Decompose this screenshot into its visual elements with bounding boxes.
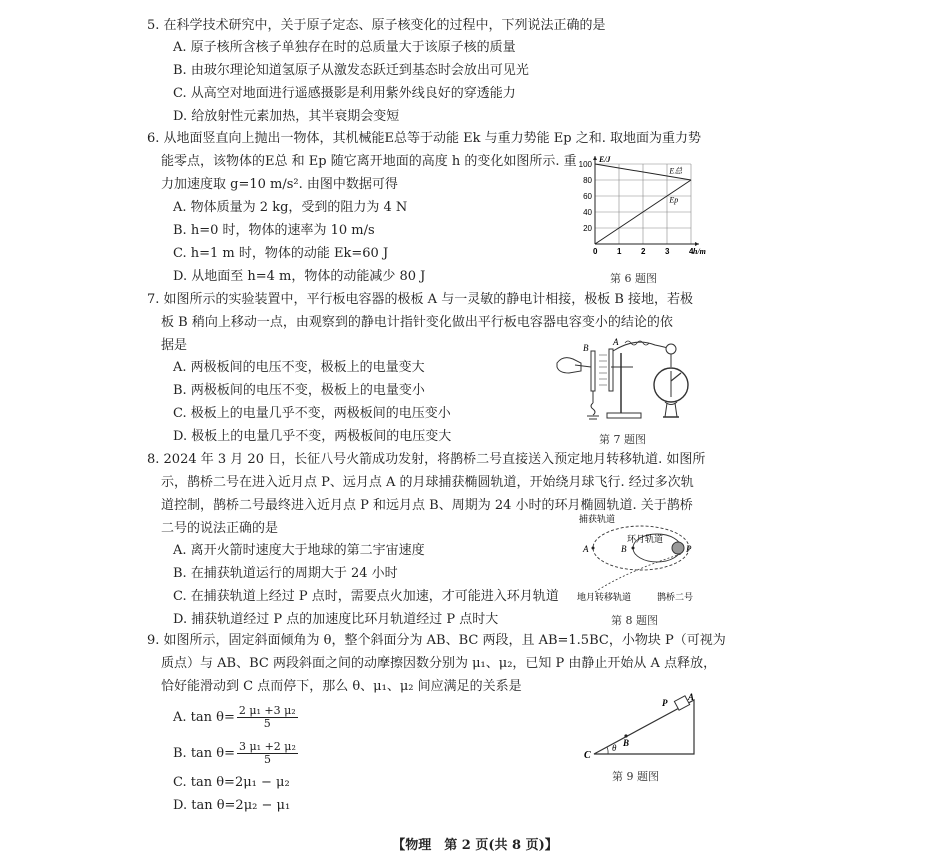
- q9-label-p: P: [662, 698, 668, 708]
- q9-option-b: [173, 741, 298, 766]
- q7-stem-line2: 板 B 稍向上移动一点，由观察到的静电计指针变化做出平行板电容器电容变小的结论的依: [161, 315, 673, 330]
- q8-label-lunar-orbit: 环月轨道: [627, 534, 664, 544]
- y-tick-label: 60: [583, 192, 592, 201]
- q8-stem-line1: 8. 2024 年 3 月 20 日，长征八号火箭成功发射，将鹊桥二号直接送入预定地月转移轨道. 如图所: [147, 452, 706, 467]
- x-tick-label: 1: [617, 247, 622, 256]
- q9-stem-line2: 质点）与 AB、BC 两段斜面之间的动摩擦因数分别为 μ₁、μ₂，已知 P 由静止开始从 A 点释放，: [161, 656, 717, 671]
- q6-stem-line2: 能零点，该物体的E总 和 Ep 随它离开地面的高度 h 的变化如图所示. 重: [161, 154, 577, 169]
- q9-option-a-fraction: [237, 705, 298, 730]
- q8-label-a: A: [583, 544, 589, 554]
- q6-stem-line1: 6. 从地面竖直向上抛出一物体，其机械能E总等于动能 Ek 与重力势能 Ep 之和. 取地面为重力势: [147, 131, 701, 146]
- x-tick-label: 0: [593, 247, 598, 256]
- q7-option-d: D. 极板上的电量几乎不变，两极板间的电压变大: [173, 429, 452, 444]
- y-axis-label: E/J: [599, 155, 611, 164]
- q9-option-b-denominator: 5: [263, 753, 271, 766]
- q8-stem-line4: 二号的说法正确的是: [161, 521, 279, 536]
- q9-label-c: C: [584, 750, 591, 761]
- q8-stem-line2: 示，鹊桥二号在进入近月点 P、远月点 A 的月球捕获椭圆轨道，开始绕月球飞行. 经过多次轨: [161, 475, 694, 490]
- x-axis-label: h/m: [693, 247, 706, 256]
- q7-stem-line1: 7. 如图所示的实验装置中，平行板电容器的极板 A 与一灵敏的静电计相接，极板 B 接地，若极: [147, 292, 694, 307]
- q8-option-b: B. 在捕获轨道运行的周期大于 24 小时: [173, 566, 398, 581]
- q9-option-b-prefix: B. tan θ=: [173, 746, 236, 761]
- y-tick-label: 40: [583, 208, 592, 217]
- y-tick-label: 100: [578, 160, 592, 169]
- q9-label-theta: θ: [612, 743, 617, 753]
- q8-label-probe: 鹊桥二号: [657, 592, 694, 602]
- x-tick-label: 2: [641, 247, 646, 256]
- q9-option-d: D. tan θ=2μ₂ − μ₁: [173, 798, 291, 813]
- series-label-etotal: E总: [669, 166, 683, 176]
- q8-option-a: A. 离开火箭时速度大于地球的第二宇宙速度: [173, 543, 425, 558]
- q8-orbit-figure: [575, 512, 700, 604]
- q8-label-p: P: [686, 544, 692, 554]
- q9-option-b-fraction: [237, 741, 298, 766]
- q8-label-transfer-orbit: 地月转移轨道: [577, 592, 632, 602]
- q7-apparatus-figure: [555, 333, 697, 423]
- q9-option-a-prefix: A. tan θ=: [173, 710, 235, 725]
- q8-label-b: B: [621, 544, 627, 554]
- q8-figure-caption: 第 8 题图: [611, 614, 658, 627]
- q5-option-d: D. 给放射性元素加热，其半衰期会变短: [173, 109, 400, 124]
- q6-option-d: D. 从地面至 h=4 m，物体的动能减少 80 J: [173, 269, 426, 284]
- q9-option-a: [173, 705, 298, 730]
- q6-stem-line3: 力加速度取 g=10 m/s². 由图中数据可得: [161, 177, 398, 192]
- q6-option-c: C. h=1 m 时，物体的动能 Ek=60 J: [173, 246, 389, 261]
- q7-label-b: B: [583, 343, 589, 353]
- q9-option-c: C. tan θ=2μ₁ − μ₂: [173, 775, 290, 790]
- q8-option-c: C. 在捕获轨道上经过 P 点时，需要点火加速，才可能进入环月轨道: [173, 589, 559, 604]
- q6-option-b: B. h=0 时，物体的速率为 10 m/s: [173, 223, 375, 238]
- q6-energy-chart: [575, 152, 706, 264]
- q8-option-d: D. 捕获轨道经过 P 点的加速度比环月轨道经过 P 点时大: [173, 612, 499, 627]
- q7-option-c: C. 极板上的电量几乎不变，两极板间的电压变小: [173, 406, 451, 421]
- y-axis-arrow: [593, 156, 597, 160]
- q9-incline-figure: [580, 692, 700, 760]
- x-tick-label: 3: [665, 247, 670, 256]
- x-axis-arrow: [695, 242, 699, 246]
- q5-option-a: A. 原子核所含核子单独存在时的总质量大于该原子核的质量: [173, 40, 516, 55]
- q7-figure-caption: 第 7 题图: [599, 433, 646, 446]
- series-label-ep: Ep: [669, 195, 679, 205]
- chart-axes: [593, 156, 699, 246]
- y-tick-label: 80: [583, 176, 592, 185]
- q6-figure-caption: 第 6 题图: [610, 272, 657, 285]
- q9-label-b: B: [623, 738, 630, 748]
- q7-stem-line3: 据是: [161, 338, 188, 353]
- q8-label-capture-orbit: 捕获轨道: [579, 514, 616, 524]
- q7-option-a: A. 两极板间的电压不变，极板上的电量变大: [173, 360, 425, 375]
- q8-stem-line3: 道控制，鹊桥二号最终进入近月点 P 和远月点 B、周期为 24 小时的环月椭圆轨道. 关于鹊桥: [161, 498, 693, 513]
- q5-stem: 5. 在科学技术研究中，关于原子定态、原子核变化的过程中，下列说法正确的是: [147, 18, 606, 33]
- q9-option-b-numerator: 3 μ₁ +2 μ₂: [239, 740, 296, 753]
- q5-option-c: C. 从高空对地面进行遥感摄影是利用紫外线良好的穿透能力: [173, 86, 516, 101]
- q9-option-a-denominator: 5: [263, 717, 271, 730]
- page-footer: 【物理 第 2 页(共 8 页)】: [392, 838, 558, 853]
- q5-option-b: B. 由玻尔理论知道氢原子从激发态跃迁到基态时会放出可见光: [173, 63, 529, 78]
- x-tick-label: 4: [689, 247, 694, 256]
- q9-figure-caption: 第 9 题图: [612, 770, 659, 783]
- q7-label-a: A: [613, 337, 619, 347]
- q9-option-a-numerator: 2 μ₁ +3 μ₂: [238, 704, 296, 717]
- q6-option-a: A. 物体质量为 2 kg，受到的阻力为 4 N: [173, 200, 408, 215]
- q7-option-b: B. 两极板间的电压不变，极板上的电量变小: [173, 383, 425, 398]
- q9-stem-line3: 恰好能滑动到 C 点而停下，那么 θ、μ₁、μ₂ 间应满足的关系是: [161, 679, 522, 694]
- q9-stem-line1: 9. 如图所示，固定斜面倾角为 θ，整个斜面分为 AB、BC 两段，且 AB=1.5BC，小物块 P（可视为: [147, 633, 726, 648]
- y-tick-label: 20: [583, 224, 592, 233]
- q9-label-a: A: [688, 692, 695, 702]
